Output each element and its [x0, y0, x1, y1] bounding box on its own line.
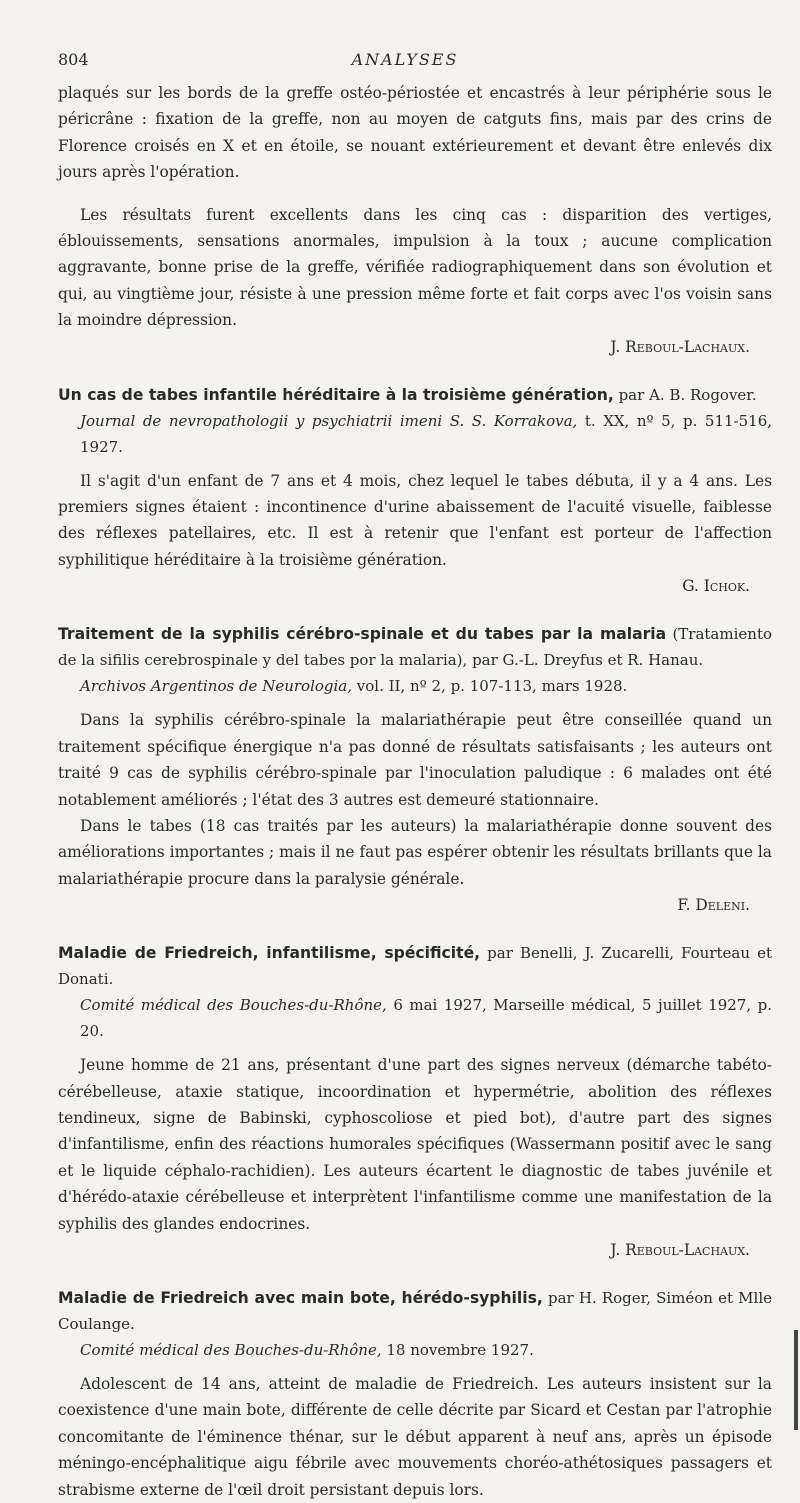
intro-paragraph-2: Les résultats furent excellents dans les cinq cas : disparition des vertiges, éblouissements, sensations anormales, impulsion à la toux ; aucune complication aggravante, bonne prise de la greffe, vérifiée radiographiquement dans son évolution et qui, au vingtième jour, résiste à une pression même forte et fait corps avec l'os voisin sans la moindre dépression. [58, 205, 772, 330]
article-body: Adolescent de 14 ans, atteint de maladie de Friedreich. Les auteurs insistent sur la coexistence d'une main bote, différente de celle décrite par Sicard et Cestan par l'atrophie concomitante de l'éminence thénar, sur le début apparent à neuf ans, après un épisode méningo-encéphalitique aigu fébrile avec mouvements choréo-athétosiques passagers et strabisme externe de l'œil droit persistant depuis lors. [58, 1374, 772, 1499]
article-ref-post: 6 mai 1927, Marseille médical, 5 juillet 1927, p. 20. [80, 996, 772, 1041]
article-ref-pre: (Tratamiento de la sifilis cerebrospinale y del tabes por la malaria), par G.-L. Dreyfus et R. Hanau. [58, 625, 772, 670]
article-journal: Comité médical des Bouches-du-Rhône, [80, 1340, 382, 1359]
article-ref-post: vol. II, nº 2, p. 107-113, mars 1928. [352, 677, 628, 696]
article-ref-pre: par Benelli, J. Zucarelli, Fourteau et Donati. [58, 944, 772, 989]
page-number: 804 [58, 50, 89, 69]
article-ref-pre: par A. B. Rogover. [613, 385, 757, 404]
article-title: Maladie de Friedreich avec main bote, hérédo-syphilis, [58, 1288, 543, 1307]
article-journal: Journal de nevropathologii y psychiatrii imeni S. S. Korrakova, [80, 411, 578, 430]
article-ref-post: t. XX, nº 5, p. 511-516, 1927. [80, 411, 773, 456]
article-signature: J. Reboul-Lachaux. [610, 1240, 750, 1259]
scan-edge-mark [794, 1330, 798, 1430]
article-title: Un cas de tabes infantile héréditaire à la troisième génération, [58, 385, 614, 404]
article-body-1: Dans la syphilis cérébro-spinale la malariathérapie peut être conseillée quand un traitement spécifique énergique n'a pas donné de résultats satisfaisants ; les auteurs ont traité 9 cas de syphilis cérébro-spinale par l'inoculation paludique : 6 malades ont été notablement améliorés ; l'état des 3 autres est demeuré stationnaire. [58, 711, 772, 809]
intro-paragraph-1: plaqués sur les bords de la greffe ostéo-périostée et encastrés à leur périphérie sous le péricrâne : fixation de la greffe, non au moyen de catguts fins, mais par des crins de Florence croisés en X et en étoile, se nouant extérieurement et devant être enlevés dix jours après l'opération. [58, 84, 772, 182]
article-signature: F. Deleni. [677, 896, 750, 915]
article-signature: G. Ichok. [682, 577, 750, 596]
article-body-2: Dans le tabes (18 cas traités par les auteurs) la malariathérapie donne souvent des améliorations importantes ; mais il ne faut pas espérer obtenir les résultats brillants que la malariathérapie procure dans la paralysie générale. [58, 816, 772, 888]
article-friedreich-infantilisme [58, 940, 772, 1263]
article-ref-pre: par H. Roger, Siméon et Mlle Coulange. [58, 1288, 772, 1333]
article-title: Maladie de Friedreich, infantilisme, spécificité, [58, 944, 481, 963]
article-friedreich-main-bote [58, 1285, 772, 1503]
intro-section [58, 80, 772, 360]
article-journal: Archivos Argentinos de Neurologia, [80, 677, 353, 696]
article-ref-post: 18 novembre 1927. [381, 1340, 534, 1359]
page-header [58, 50, 772, 80]
article-journal: Comité médical des Bouches-du-Rhône, [80, 996, 387, 1015]
intro-signature: J. Reboul-Lachaux. [610, 337, 750, 356]
article-body: Jeune homme de 21 ans, présentant d'une part des signes nerveux (démarche tabéto-cérébelleuse, ataxie statique, incoordination et hypermétrie, abolition des réflexes tendineux, signe de Babinski, cyphoscoliose et pied bot), d'autre part des signes d'infantilisme, enfin des réactions humorales spécifiques (Wassermann positif avec le sang et le liquide céphalo-rachidien). Les auteurs écartent le diagnostic de tabes juvénile et d'hérédo-ataxie cérébelleuse et interprètent l'infantilisme comme une manifestation de la syphilis des glandes endocrines. [58, 1056, 772, 1233]
article-title: Traitement de la syphilis cérébro-spinale et du tabes par la malaria [58, 625, 667, 644]
article-tabes-infantile [58, 382, 772, 600]
article-body: Il s'agit d'un enfant de 7 ans et 4 mois, chez lequel le tabes débuta, il y a 4 ans. Les premiers signes étaient : incontinence d'urine abaissement de l'acuité visuelle, faiblesse des réflexes patellaires, etc. Il est à retenir que l'enfant est porteur de l'affection syphilitique héréditaire à la troisième génération. [58, 471, 772, 569]
article-syphilis-malaria [58, 621, 772, 918]
running-title: ANALYSES [351, 50, 459, 69]
